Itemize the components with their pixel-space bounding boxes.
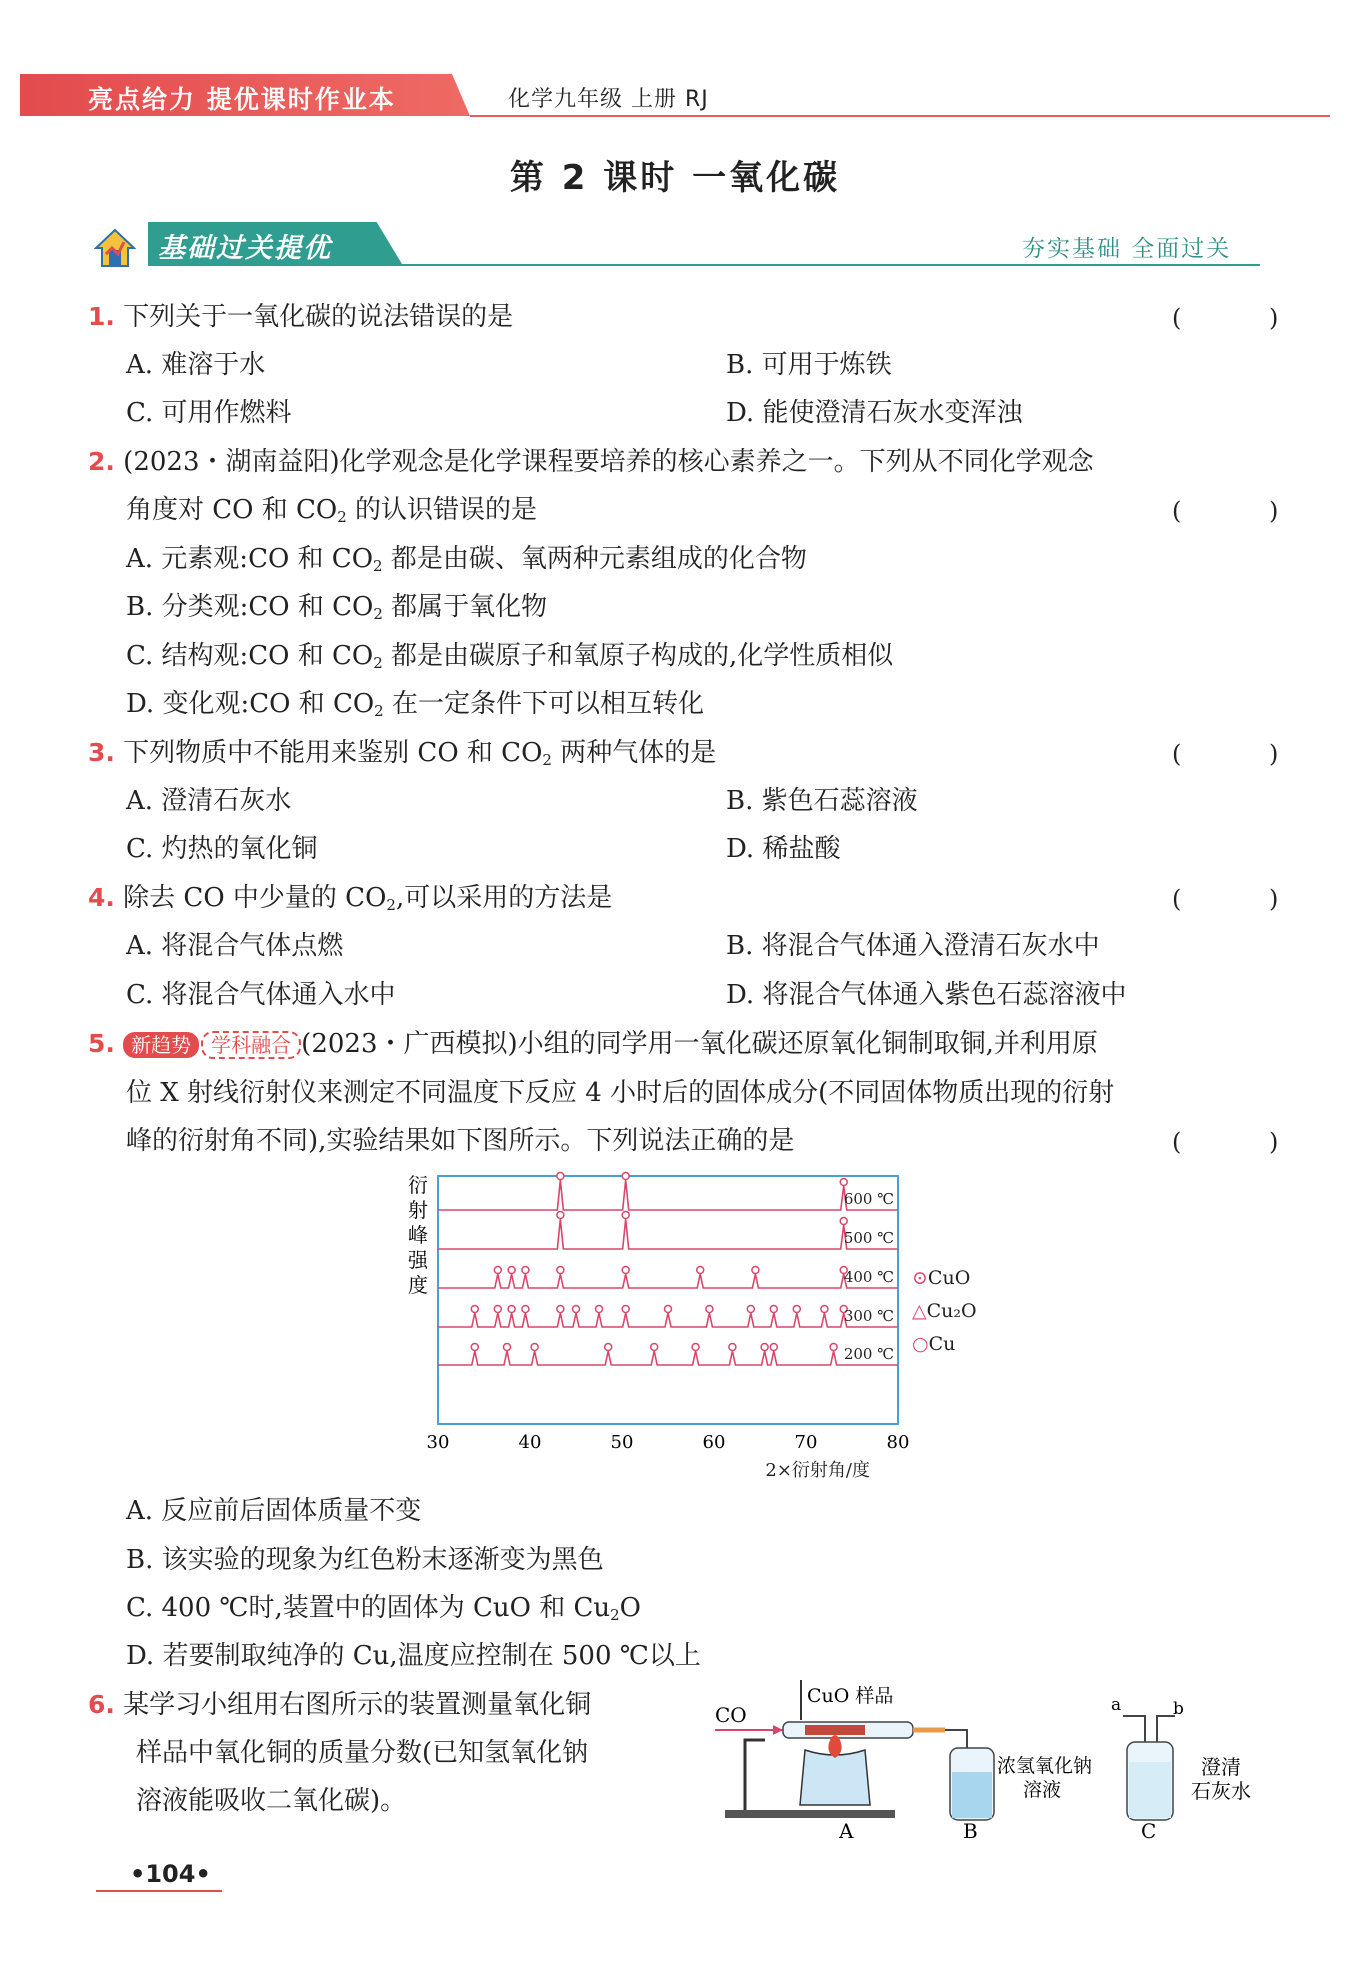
- port-b: b: [1173, 1699, 1184, 1719]
- co-label: CO: [715, 1703, 747, 1727]
- q2-a-text: A. 元素观:CO 和 CO: [126, 544, 374, 574]
- peak-marker: [504, 1344, 511, 1351]
- series-line: [438, 1180, 898, 1210]
- peak-marker: [622, 1173, 629, 1180]
- naoh-label-1: 浓氢氧化钠: [997, 1755, 1093, 1777]
- header-rule: [470, 115, 1330, 117]
- x-tick-label: 80: [886, 1432, 910, 1453]
- q2-text-2a: 角度对 CO 和 CO: [126, 495, 338, 525]
- port-a: a: [1111, 1695, 1122, 1715]
- q2-a-text2: 都是由碳、氧两种元素组成的化合物: [382, 544, 807, 574]
- q1-number: 1.: [88, 302, 115, 331]
- peak-marker: [531, 1344, 538, 1351]
- page-number-rule: [96, 1890, 222, 1892]
- y-axis-label-char: 射: [408, 1198, 428, 1222]
- section-motto: 夯实基础 全面过关: [1022, 236, 1232, 262]
- book-brand: 亮点给力 提优课时作业本: [88, 85, 396, 114]
- integration-badge: 学科融合: [201, 1031, 301, 1059]
- peak-marker: [747, 1306, 754, 1313]
- peak-marker: [821, 1306, 828, 1313]
- q4-text-a: 除去 CO 中少量的 CO: [123, 883, 387, 913]
- q4-stem: 4. 除去 CO 中少量的 $CO_2$,可以采用的方法是: [88, 883, 613, 914]
- q4-option-d: D. 将混合气体通入紫色石蕊溶液中: [726, 980, 1127, 1010]
- q2-text-1: (2023・湖南益阳)化学观念是化学课程要培养的核心素养之一。下列从不同化学观念: [123, 447, 1094, 477]
- alcohol-lamp: [800, 1750, 870, 1805]
- peak-marker: [622, 1306, 629, 1313]
- x-tick-label: 70: [794, 1432, 818, 1453]
- section-rule: [148, 264, 1260, 266]
- legend-cu2o: [912, 1295, 977, 1328]
- series-line: [438, 1219, 898, 1249]
- peak-marker: [557, 1212, 564, 1219]
- peak-marker: [596, 1306, 603, 1313]
- q5-option-c: C. 400 ℃时,装置中的固体为 CuO 和 $Cu_2O$: [126, 1593, 641, 1624]
- series-line: [438, 1351, 898, 1365]
- q4-option-b: B. 将混合气体通入澄清石灰水中: [726, 931, 1100, 961]
- legend-cu-label: Cu: [928, 1333, 956, 1355]
- peak-marker: [605, 1344, 612, 1351]
- book-subject: 化学九年级 上册 RJ: [508, 87, 709, 112]
- y-axis-label-char: 衍: [408, 1173, 428, 1197]
- q4-option-c: C. 将混合气体通入水中: [126, 980, 396, 1010]
- y-axis-label-char: 峰: [408, 1223, 428, 1247]
- q2-answer-paren: ( ): [1172, 497, 1319, 525]
- peak-marker: [840, 1218, 847, 1225]
- q2-b-text2: 都属于氧化物: [382, 592, 548, 622]
- q4-text-b: ,可以采用的方法是: [395, 883, 613, 913]
- label-b: B: [963, 1819, 978, 1843]
- peak-marker: [522, 1306, 529, 1313]
- page-number: •104•: [130, 1860, 211, 1888]
- q3-option-c: C. 灼热的氧化铜: [126, 834, 318, 864]
- series-temperature-label: 400 ℃: [843, 1268, 894, 1286]
- trend-badge: 新趋势: [123, 1032, 199, 1058]
- q5-option-d: D. 若要制取纯净的 Cu,温度应控制在 500 ℃以上: [126, 1641, 701, 1671]
- q4-option-a: A. 将混合气体点燃: [126, 931, 344, 961]
- peak-marker: [471, 1306, 478, 1313]
- peak-marker: [706, 1306, 713, 1313]
- q5-c-text2: O: [619, 1593, 641, 1623]
- triangle-icon: △: [912, 1300, 927, 1322]
- house-icon: [94, 228, 136, 268]
- apparatus-diagram: [705, 1680, 1265, 1850]
- q2-d-text2: 在一定条件下可以相互转化: [383, 689, 704, 719]
- q5-c-text: C. 400 ℃时,装置中的固体为 CuO 和 Cu: [126, 1593, 611, 1623]
- xrd-chart: [400, 1170, 920, 1490]
- sample-label: CuO 样品: [807, 1685, 894, 1707]
- series-temperature-label: 200 ℃: [843, 1345, 894, 1363]
- q5-option-b: B. 该实验的现象为红色粉末逐渐变为黑色: [126, 1545, 604, 1575]
- naoh-label-2: 溶液: [1023, 1779, 1062, 1801]
- q2-option-c: C. 结构观:CO 和 $CO_2$ 都是由碳原子和氧原子构成的,化学性质相似: [126, 641, 894, 672]
- peak-marker: [508, 1306, 515, 1313]
- q5-answer-paren: ( ): [1172, 1128, 1319, 1156]
- q1-text: 下列关于一氧化碳的说法错误的是: [123, 302, 514, 332]
- q2-option-a: A. 元素观:CO 和 $CO_2$ 都是由碳、氧两种元素组成的化合物: [126, 544, 807, 575]
- q6-number: 6.: [88, 1690, 115, 1719]
- q3-option-b: B. 紫色石蕊溶液: [726, 786, 918, 816]
- y-axis-label: [408, 1173, 429, 1297]
- q1-option-c: C. 可用作燃料: [126, 398, 292, 428]
- q2-stem-line2: 角度对 CO 和 $CO_2$ 的认识错误的是: [126, 495, 538, 526]
- plot-frame: [438, 1176, 898, 1424]
- q3-option-a: A. 澄清石灰水: [126, 786, 292, 816]
- peak-marker: [522, 1267, 529, 1274]
- peak-marker: [494, 1267, 501, 1274]
- q6-text-1: 某学习小组用右图所示的装置测量氧化铜: [123, 1690, 592, 1720]
- q3-text-a: 下列物质中不能用来鉴别 CO 和 CO: [123, 738, 543, 768]
- x-axis-label: 2×衍射角/度: [765, 1460, 870, 1481]
- q2-d-text: D. 变化观:CO 和 CO: [126, 689, 375, 719]
- q5-number: 5.: [88, 1029, 115, 1058]
- series-line: [438, 1313, 898, 1327]
- q5-stem-line1: [88, 1029, 1098, 1060]
- x-tick-label: 50: [610, 1432, 634, 1453]
- q5-text-1: (2023・广西模拟)小组的同学用一氧化碳还原氧化铜制取铜,并利用原: [301, 1029, 1098, 1059]
- q2-c-text2: 都是由碳原子和氧原子构成的,化学性质相似: [382, 641, 894, 671]
- q2-option-d: D. 变化观:CO 和 $CO_2$ 在一定条件下可以相互转化: [126, 689, 704, 720]
- q1-option-b: B. 可用于炼铁: [726, 350, 892, 380]
- q1-answer-paren: ( ): [1172, 304, 1319, 332]
- peak-marker: [471, 1344, 478, 1351]
- peak-marker: [729, 1344, 736, 1351]
- y-axis-label-char: 强: [408, 1248, 428, 1272]
- peak-marker: [557, 1173, 564, 1180]
- peak-marker: [830, 1344, 837, 1351]
- q2-b-text: B. 分类观:CO 和 CO: [126, 592, 374, 622]
- q3-text-b: 两种气体的是: [551, 738, 717, 768]
- peak-marker: [770, 1306, 777, 1313]
- q5-stem-line2: 位 X 射线衍射仪来测定不同温度下反应 4 小时后的固体成分(不同固体物质出现的衍射: [126, 1078, 1115, 1108]
- peak-marker: [622, 1212, 629, 1219]
- q5-option-a: A. 反应前后固体质量不变: [126, 1496, 422, 1526]
- series-temperature-label: 500 ℃: [843, 1229, 894, 1247]
- q3-stem: 3. 下列物质中不能用来鉴别 CO 和 $CO_2$ 两种气体的是: [88, 738, 717, 769]
- peak-marker: [761, 1344, 768, 1351]
- legend-cuo: [912, 1262, 977, 1295]
- q6-line2: 样品中氧化铜的质量分数(已知氢氧化钠: [136, 1738, 589, 1768]
- label-a: A: [839, 1819, 854, 1843]
- q1-option-d: D. 能使澄清石灰水变浑浊: [726, 398, 1023, 428]
- section-title: 基础过关提优: [158, 233, 332, 264]
- q3-number: 3.: [88, 738, 115, 767]
- q2-stem-line1: [88, 447, 1094, 477]
- iron-stand: [745, 1740, 765, 1810]
- q6-line3: 溶液能吸收二氧化碳)。: [136, 1786, 407, 1816]
- peak-marker: [770, 1344, 777, 1351]
- series-temperature-label: 600 ℃: [843, 1190, 894, 1208]
- x-tick-label: 40: [518, 1432, 542, 1453]
- q2-number: 2.: [88, 447, 115, 476]
- peak-marker: [665, 1306, 672, 1313]
- y-axis-label-char: 度: [408, 1273, 428, 1297]
- x-tick-label: 30: [426, 1432, 450, 1453]
- q3-option-d: D. 稀盐酸: [726, 834, 841, 864]
- q4-answer-paren: ( ): [1172, 885, 1319, 913]
- q1-stem: [88, 302, 513, 332]
- circle-icon: ○: [912, 1333, 929, 1355]
- peak-marker: [840, 1179, 847, 1186]
- q6-line1: [88, 1690, 591, 1720]
- q4-number: 4.: [88, 883, 115, 912]
- circle-dot-icon: ⊙: [912, 1267, 928, 1289]
- peak-marker: [494, 1306, 501, 1313]
- q5-stem-line3: 峰的衍射角不同),实验结果如下图所示。下列说法正确的是: [126, 1126, 795, 1156]
- peak-marker: [557, 1267, 564, 1274]
- peak-marker: [752, 1267, 759, 1274]
- lesson-title: 第 2 课时 一氧化碳: [509, 158, 841, 198]
- peak-marker: [692, 1344, 699, 1351]
- peak-marker: [557, 1306, 564, 1313]
- legend-cuo-label: CuO: [927, 1267, 971, 1289]
- page-number-text: 104: [145, 1860, 196, 1888]
- peak-marker: [573, 1306, 580, 1313]
- x-tick-label: 60: [702, 1432, 726, 1453]
- label-c: C: [1141, 1819, 1157, 1843]
- legend-cu2o-label: Cu₂O: [926, 1300, 977, 1322]
- peak-marker: [793, 1306, 800, 1313]
- peak-marker: [508, 1267, 515, 1274]
- series-temperature-label: 300 ℃: [843, 1307, 894, 1325]
- q2-option-b: B. 分类观:CO 和 $CO_2$ 都属于氧化物: [126, 592, 548, 623]
- q2-text-2b: 的认识错误的是: [346, 495, 538, 525]
- cuo-sample: [805, 1725, 865, 1735]
- series-line: [438, 1274, 898, 1288]
- legend-cu: [912, 1328, 977, 1361]
- peak-marker: [697, 1267, 704, 1274]
- lime-label-2: 石灰水: [1191, 1779, 1251, 1803]
- peak-marker: [651, 1344, 658, 1351]
- lime-label-1: 澄清: [1201, 1755, 1241, 1779]
- peak-marker: [622, 1267, 629, 1274]
- q2-c-text: C. 结构观:CO 和 CO: [126, 641, 374, 671]
- chart-legend: [912, 1262, 977, 1361]
- q1-option-a: A. 难溶于水: [126, 350, 266, 380]
- q3-answer-paren: ( ): [1172, 740, 1319, 768]
